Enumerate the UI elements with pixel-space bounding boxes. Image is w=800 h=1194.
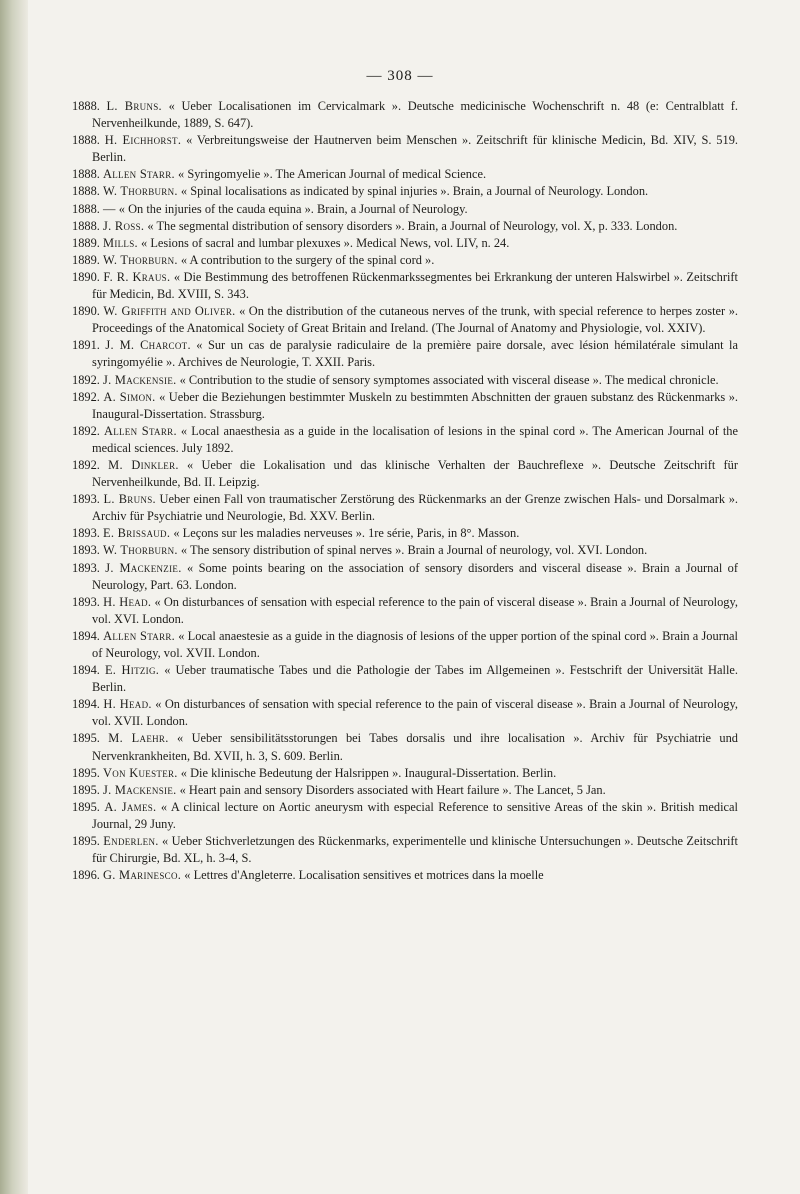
reference-text: « A contribution to the surgery of the spinal cord ». — [177, 252, 435, 267]
reference-author: Allen Starr. — [103, 423, 177, 438]
reference-entry — [72, 218, 738, 235]
reference-entry — [72, 132, 738, 166]
reference-text: « Syringomyelie ». The American Journal of medical Science. — [174, 167, 487, 182]
reference-entry — [72, 696, 738, 730]
reference-author: W. Thorburn. — [103, 252, 178, 267]
reference-year: 1892. — [72, 389, 100, 404]
reference-text: « Ueber Stichverletzungen des Rückenmarks, experimentelle und klinische Untersuchungen ». Deutsche Zeitschrift für Chirurgie, Bd. XL, h. 3-4, S. — [92, 834, 738, 866]
reference-author: G. Marinesco. — [103, 868, 182, 883]
reference-entry — [72, 730, 738, 764]
reference-text: « Contribution to the studie of sensory symptomes associated with visceral disease ». The medical chronicle. — [176, 372, 719, 387]
reference-entry — [72, 628, 738, 662]
reference-year: 1893. — [72, 492, 100, 507]
reference-entry — [72, 662, 738, 696]
reference-author: F. R. Kraus. — [103, 269, 171, 284]
reference-entry — [72, 303, 738, 337]
reference-text: Ueber einen Fall von traumatischer Zerstörung des Rückenmarks an der Grenze zwischen Hals- und Dorsalmark ». Archiv für Psychiatrie und Neurologie, Bd. XXV. Berlin. — [92, 492, 738, 524]
reference-year: 1895. — [72, 731, 100, 746]
page-number: — 308 — — [366, 68, 434, 84]
reference-entry — [72, 867, 738, 884]
reference-author: — — [103, 201, 116, 216]
reference-entry — [72, 542, 738, 559]
reference-year: 1895. — [72, 799, 100, 814]
reference-text: « Die Bestimmung des betroffenen Rückenmarkssegmentes bei Erkrankung der unteren Halswirbel ». Zeitschrift für Medicin, Bd. XVIII, S. 343. — [92, 269, 738, 302]
reference-text: « Spinal localisations as indicated by spinal injuries ». Brain, a Journal of Neurology. London. — [177, 184, 649, 199]
reference-entry — [72, 799, 738, 833]
reference-year: 1888. — [72, 201, 100, 216]
reference-year: 1888. — [72, 133, 100, 148]
reference-entry — [72, 833, 738, 867]
reference-year: 1895. — [72, 782, 100, 797]
reference-entry — [72, 765, 738, 782]
reference-author: H. Head. — [103, 697, 152, 712]
reference-entry — [72, 594, 738, 628]
reference-year: 1891. — [72, 338, 100, 353]
reference-text: « On disturbances of sensation with especial reference to the pain of visceral disease ». Brain a Journal of Neurology, vol. XVI. London. — [92, 594, 738, 626]
reference-list — [72, 98, 738, 884]
reference-entry — [72, 201, 738, 218]
reference-text: « Leçons sur les maladies nerveuses ». 1re série, Paris, in 8°. Masson. — [170, 526, 520, 541]
reference-author: A. Simon. — [103, 389, 156, 404]
reference-author: Von Kuester. — [103, 765, 178, 780]
reference-text: « Ueber die Lokalisation und das klinische Verhalten der Bauchreflexe ». Deutsche Zeitschrift für Nervenheilkunde, Bd. II. Leipzig. — [92, 457, 738, 490]
reference-text: « On the distribution of the cutaneous nerves of the trunk, with special reference to herpes zoster ». Proceedings of the Anatomical Society of Great Britain and Ireland. (The Journal of Anatomy and Physiologie, vol. XXIV). — [92, 304, 738, 336]
reference-year: 1892. — [72, 423, 100, 438]
reference-author: L. Bruns. — [103, 492, 156, 507]
reference-author: L. Bruns. — [106, 99, 162, 113]
reference-author: E. Brissaud. — [103, 526, 171, 541]
reference-text: « The sensory distribution of spinal nerves ». Brain a Journal of neurology, vol. XVI. London. — [177, 543, 648, 558]
reference-author: J. M. Charcot. — [105, 338, 191, 353]
reference-author: M. Laehr. — [108, 731, 169, 746]
reference-text: « Ueber Localisationen im Cervicalmark ». Deutsche medicinische Wochenschrift n. 48 (e: Centralblatt f. Nervenheilkunde, 1889, S. 647). — [92, 99, 738, 131]
reference-entry — [72, 269, 738, 303]
reference-author: Enderlen. — [103, 834, 159, 849]
reference-text: « Verbreitungsweise der Hautnerven beim Menschen ». Zeitschrift für klinische Medicin, Bd. XIV, S. 519. Berlin. — [92, 133, 738, 165]
reference-year: 1889. — [72, 235, 100, 250]
reference-year: 1894. — [72, 628, 100, 643]
reference-year: 1888. — [72, 184, 100, 199]
reference-year: 1896. — [72, 868, 100, 883]
reference-year: 1892. — [72, 372, 100, 387]
reference-year: 1893. — [72, 526, 100, 541]
reference-entry — [72, 491, 738, 525]
reference-author: J. Mackensie. — [103, 372, 177, 387]
reference-entry — [72, 166, 738, 183]
reference-entry — [72, 337, 738, 371]
reference-author: W. Thorburn. — [103, 184, 178, 199]
reference-author: J. Mackenzie. — [105, 560, 182, 575]
reference-year: 1893. — [72, 560, 100, 575]
reference-entry — [72, 782, 738, 799]
reference-text: « Heart pain and sensory Disorders associated with Heart failure ». The Lancet, 5 Jan. — [176, 782, 606, 797]
reference-text: « The segmental distribution of sensory disorders ». Brain, a Journal of Neurology, vol. X, p. 333. London. — [144, 218, 678, 233]
reference-text: « Local anaestesie as a guide in the diagnosis of lesions of the upper portion of the spinal cord ». Brain a Journal of Neurology, vol. XVII. London. — [92, 628, 738, 660]
reference-text: « On disturbances of sensation with special reference to the pain of visceral disease ». Brain a Journal of Neurology, vol. XVII. London. — [92, 697, 738, 729]
reference-entry — [72, 389, 738, 423]
reference-author: A. James. — [104, 799, 157, 814]
reference-year: 1889. — [72, 252, 100, 267]
reference-author: J. Ross. — [103, 218, 145, 233]
reference-entry — [72, 423, 738, 457]
reference-text: « Lettres d'Angleterre. Localisation sensitives et motrices dans la moelle — [181, 868, 544, 883]
reference-year: 1893. — [72, 594, 100, 609]
reference-author: H. Eichhorst. — [104, 133, 182, 148]
reference-year: 1894. — [72, 697, 100, 712]
reference-author: W. Thorburn. — [103, 543, 178, 558]
reference-text: « Local anaesthesia as a guide in the localisation of lesions in the spinal cord ». The American Journal of the medical sciences. July 1892. — [92, 423, 738, 455]
reference-entry — [72, 560, 738, 594]
reference-year: 1893. — [72, 543, 100, 558]
reference-text: « Ueber traumatische Tabes und die Pathologie der Tabes im Allgemeinen ». Festschrift der Universität Halle. Berlin. — [92, 663, 738, 695]
reference-author: H. Head. — [103, 594, 152, 609]
reference-text: « Sur un cas de paralysie radiculaire de la première paire dorsale, avec lésion hémilatérale simulant la syringomyélie ». Archives de Neurologie, T. XXII. Paris. — [92, 338, 738, 370]
reference-year: 1895. — [72, 834, 100, 849]
reference-year: 1888. — [72, 99, 100, 113]
reference-year: 1894. — [72, 663, 100, 678]
reference-entry — [72, 98, 738, 132]
reference-year: 1890. — [72, 269, 100, 284]
binding-shadow — [0, 0, 28, 1194]
reference-author: J. Mackensie. — [103, 782, 177, 797]
reference-text: « Some points bearing on the association of sensory disorders and visceral disease ». Brain a Journal of Neurology, Part. 63. London. — [92, 560, 738, 592]
reference-author: M. Dinkler. — [108, 457, 179, 472]
reference-author: Allen Starr. — [103, 167, 175, 182]
reference-author: Mills. — [103, 235, 138, 250]
reference-entry — [72, 525, 738, 542]
reference-entry — [72, 183, 738, 200]
reference-entry — [72, 235, 738, 252]
reference-year: 1895. — [72, 765, 100, 780]
reference-entry — [72, 372, 738, 389]
reference-author: Allen Starr. — [103, 628, 176, 643]
reference-year: 1888. — [72, 167, 100, 182]
reference-entry — [72, 252, 738, 269]
reference-text: « A clinical lecture on Aortic aneurysm with especial Reference to sensitive Areas of the skin ». British medical Journal, 29 Juny. — [92, 799, 738, 831]
reference-text: « On the injuries of the cauda equina ». Brain, a Journal of Neurology. — [115, 201, 468, 216]
reference-year: 1890. — [72, 304, 100, 319]
reference-text: « Ueber sensibilitätsstorungen bei Tabes dorsalis und ihre localisation ». Archiv für Psychiatrie und Nervenkrankheiten, Bd. XVII, h. 3, S. 609. Berlin. — [92, 731, 738, 763]
reference-text: « Lesions of sacral and lumbar plexuxes ». Medical News, vol. LIV, n. 24. — [137, 235, 510, 250]
reference-text: « Die klinische Bedeutung der Halsrippen ». Inaugural-Dissertation. Berlin. — [177, 765, 557, 780]
reference-entry — [72, 457, 738, 491]
reference-year: 1888. — [72, 218, 100, 233]
reference-year: 1892. — [72, 457, 100, 472]
reference-text: « Ueber die Beziehungen bestimmter Muskeln zu bestimmten Abschnitten der grauen substanz des Rückenmarks ». Inaugural-Dissertation. Strassburg. — [92, 389, 738, 421]
reference-author: E. Hitzig. — [104, 663, 160, 678]
reference-author: W. Griffith and Oliver. — [103, 304, 236, 319]
